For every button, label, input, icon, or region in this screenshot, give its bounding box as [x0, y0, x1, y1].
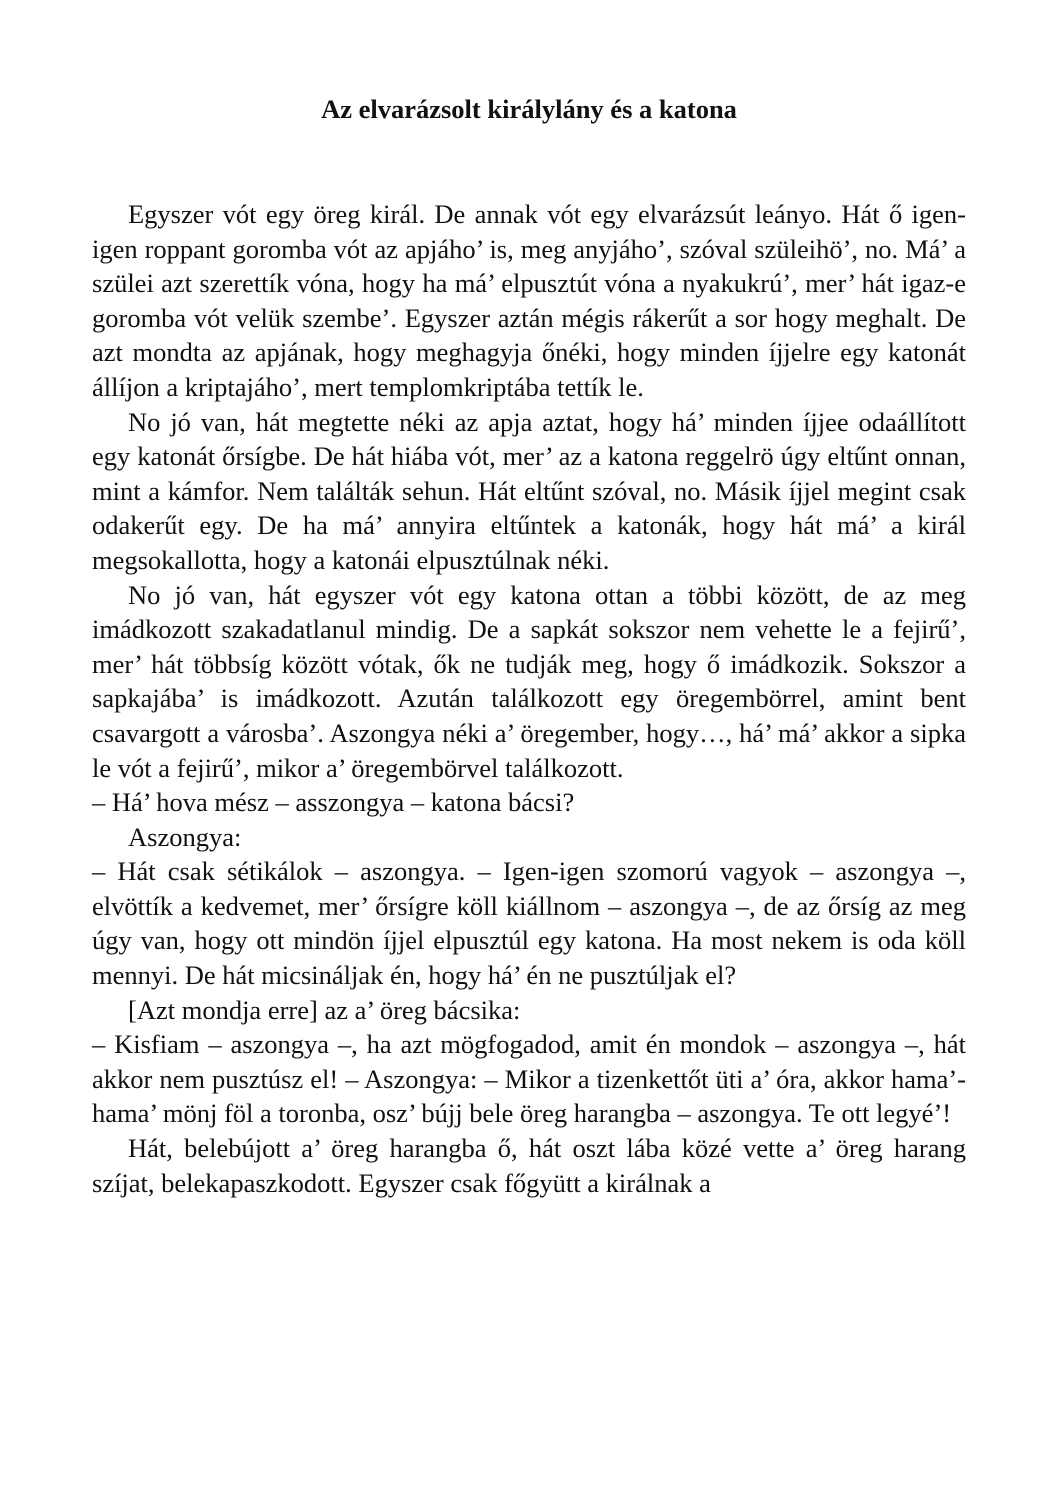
story-text [92, 197, 966, 1200]
page-title: Az elvarázsolt királylány és a katona [321, 94, 737, 124]
paragraph: Hát, belebújott a’ öreg harangba ő, hát oszt lába közé vette a’ öreg harang szíjat, belekapaszkodott. Egyszer csak főgyütt a királnak a [92, 1133, 966, 1198]
paragraph: [Azt mondja erre] az a’ öreg bácsika: [128, 994, 521, 1025]
paragraph: No jó van, hát megtette néki az apja aztat, hogy há’ minden íjjee odaállított egy katonát őrsígbe. De hát hiába vót, mer’ az a katona reggelrö úgy eltűnt onnan, mint a kámfor. Nem találták sehun. Hát eltűnt szóval, no. Másik íjjel megint csak odakerűt egy. De ha má’ annyira eltűntek a katonák, hogy hát má’ a királ megsokallotta, hogy a katonái elpusztúlnak néki. [92, 406, 966, 575]
paragraph: No jó van, hát egyszer vót egy katona ottan a többi között, de az meg imádkozott szakadatlanul mindig. De a sapkát sokszor nem vehette le a fejirű’, mer’ hát többsíg között vótak, ők ne tudják meg, hogy ő imádkozik. Sokszor a sapkajába’ is imádkozott. Azután találkozott egy öregembörrel, amint bent csavargott a városba’. Aszongya néki a’ öregember, hogy…, há’ má’ akkor a sipka le vót a fejirű’, mikor a’ öregembörvel találkozott. [92, 579, 966, 783]
paragraph: Aszongya: [128, 821, 242, 852]
paragraph: Egyszer vót egy öreg királ. De annak vót egy elvarázsút leányo. Hát ő igen-igen roppant goromba vót az apjáho’ is, meg anyjáho’, szóval szüleihö’, no. Má’ a szülei azt szerettík vóna, hogy ha má’ elpusztút vóna a nyakukrú’, mer’ hát igaz-e goromba vót velük szembe’. Egyszer aztán mégis rákerűt a sor hogy meghalt. De azt mondta az apjának, hogy meghagyja őnéki, hogy minden íjjelre egy katonát állíjon a kriptajáho’, mert templomkriptába tettík le. [92, 199, 966, 402]
dialog-line: – Há’ hova mész – asszongya – katona bácsi? [92, 787, 575, 818]
dialog-line: – Kisfiam – aszongya –, ha azt mögfogadod, amit én mondok – aszongya –, hát akkor nem pusztúsz el! – Aszongya: – Mikor a tizenkettőt üti a’ óra, akkor hama’-hama’ mönj föl a toronba, osz’ bújj bele öreg harangba – aszongya. Te ott legyé’! [92, 1029, 966, 1129]
dialog-line: – Hát csak sétikálok – aszongya. – Igen-igen szomorú vagyok – aszongya –, elvöttík a kedvemet, mer’ őrsígre köll kiállnom – aszongya –, de az őrsíg az meg úgy van, hogy ott mindön íjjel elpusztúl egy katona. Ha most nekem is oda köll mennyi. De hát micsináljak én, hogy há’ én ne pusztúljak el? [92, 856, 966, 991]
